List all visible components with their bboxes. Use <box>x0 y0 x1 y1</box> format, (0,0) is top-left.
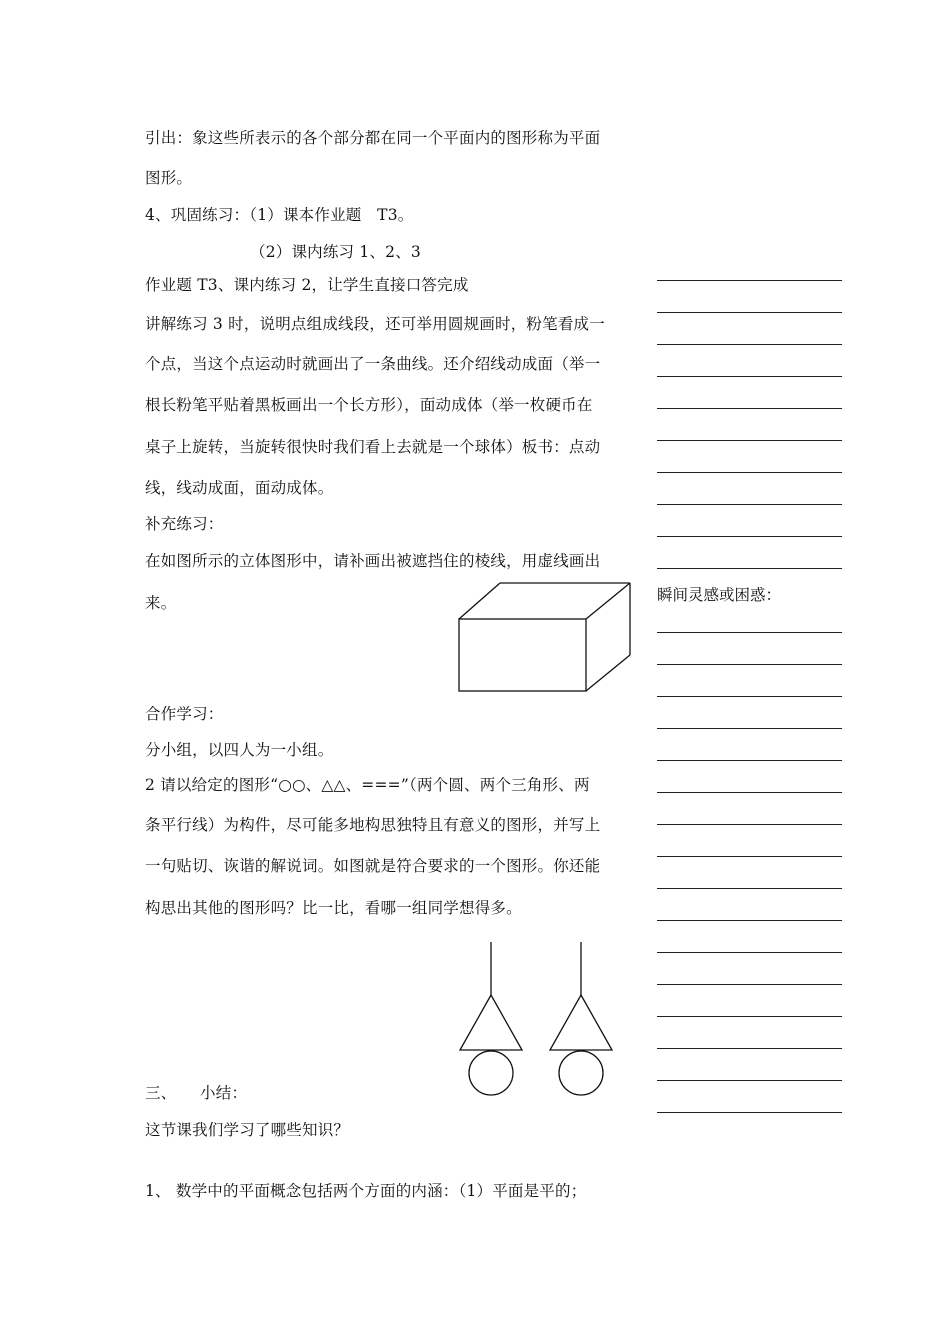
section-summary-heading: 三、 小结： <box>145 1084 248 1102</box>
text-line-21: 这节课我们学习了哪些知识？ <box>145 1121 350 1139</box>
composed-shapes-figure <box>455 940 625 1100</box>
note-line <box>657 1112 842 1113</box>
text-line-7: 个点，当这个点运动时就画出了一条曲线。还介绍线动成面（举一 <box>145 355 601 373</box>
note-line <box>657 664 842 665</box>
note-line <box>657 1016 842 1017</box>
text-line-16: 2 请以给定的图形“○○、△△、===”（两个圆、两个三角形、两 <box>145 776 590 794</box>
note-line <box>657 344 842 345</box>
text-line-6: 讲解练习 3 时，说明点组成线段，还可举用圆规画时，粉笔看成一 <box>145 315 605 333</box>
note-line <box>657 536 842 537</box>
text-line-10: 线，线动成面，面动成体。 <box>145 479 334 497</box>
text-line-19: 构思出其他的图形吗？比一比，看哪一组同学想得多。 <box>145 899 522 917</box>
cuboid-figure <box>455 580 655 710</box>
note-line <box>657 632 842 633</box>
text-line-2: 图形。 <box>145 169 193 187</box>
text-line-8: 根长粉笔平贴着黑板画出一个长方形），面动成体（举一枚硬币在 <box>145 396 593 414</box>
sidebar-title: 瞬间灵感或困惑： <box>657 586 782 604</box>
note-line <box>657 408 842 409</box>
note-line <box>657 376 842 377</box>
note-line <box>657 984 842 985</box>
note-line <box>657 920 842 921</box>
text-line-14: 合作学习： <box>145 705 224 723</box>
note-line <box>657 888 842 889</box>
note-line <box>657 1080 842 1081</box>
note-line <box>657 504 842 505</box>
text-line-15: 分小组，以四人为一小组。 <box>145 741 334 759</box>
note-line <box>657 824 842 825</box>
note-line <box>657 280 842 281</box>
text-line-5: 作业题 T3、课内练习 2，让学生直接口答完成 <box>145 276 469 294</box>
text-line-3: 4、巩固练习：（1）课本作业题 T3。 <box>145 206 414 224</box>
text-line-1: 引出：象这些所表示的各个部分都在同一个平面内的图形称为平面 <box>145 129 601 147</box>
note-line <box>657 856 842 857</box>
note-line <box>657 792 842 793</box>
note-line <box>657 312 842 313</box>
note-line <box>657 472 842 473</box>
text-line-9: 桌子上旋转，当旋转很快时我们看上去就是一个球体）板书：点动 <box>145 438 601 456</box>
note-line <box>657 728 842 729</box>
note-line <box>657 440 842 441</box>
text-line-12: 在如图所示的立体图形中，请补画出被遮挡住的棱线，用虚线画出 <box>145 552 601 570</box>
text-line-11: 补充练习： <box>145 515 224 533</box>
text-line-13: 来。 <box>145 594 177 612</box>
note-line <box>657 568 842 569</box>
note-line <box>657 1048 842 1049</box>
text-line-22: 1、 数学中的平面概念包括两个方面的内涵：（1）平面是平的； <box>145 1182 587 1200</box>
text-line-17: 条平行线）为构件，尽可能多地构思独特且有意义的图形，并写上 <box>145 816 601 834</box>
note-line <box>657 952 842 953</box>
note-line <box>657 696 842 697</box>
text-line-18: 一句贴切、诙谐的解说词。如图就是符合要求的一个图形。你还能 <box>145 857 601 875</box>
text-line-4: （2）课内练习 1、2、3 <box>250 243 421 261</box>
note-line <box>657 760 842 761</box>
